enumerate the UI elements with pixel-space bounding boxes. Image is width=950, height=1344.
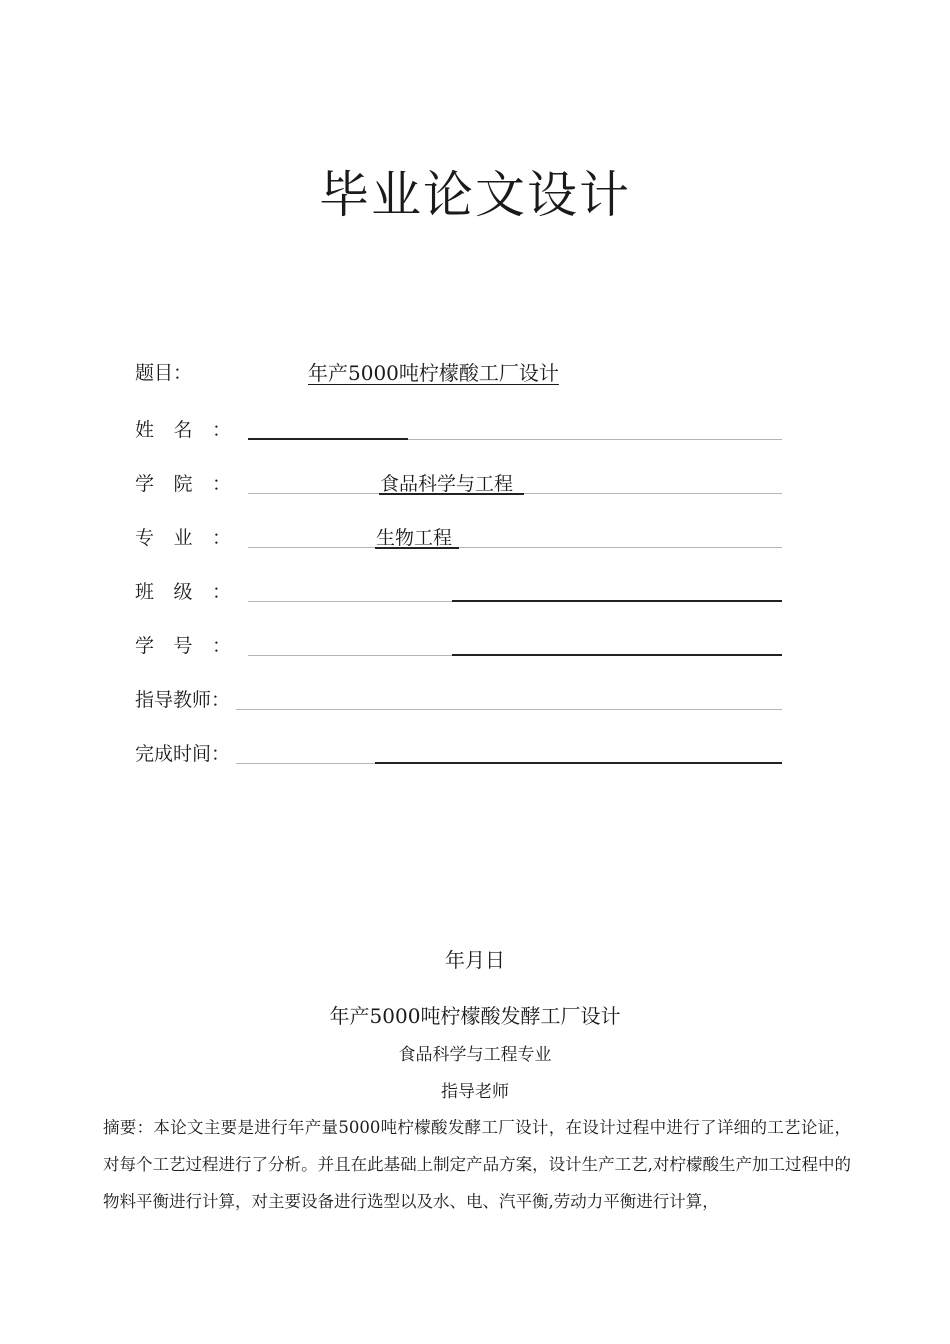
- major-field: [135, 525, 785, 555]
- advisor-line: 指导老师: [441, 1082, 509, 1102]
- major-underline: [248, 547, 782, 548]
- advisor-label: 指导教师：: [135, 689, 231, 711]
- topic-field: [135, 360, 785, 390]
- student-id-label: 学号：: [135, 635, 231, 657]
- student-id-underline-dark: [452, 654, 782, 656]
- class-label: 班级：: [135, 581, 231, 603]
- college-field: [135, 471, 785, 501]
- college-label: 学院：: [135, 473, 231, 495]
- page-title: 毕业论文设计: [319, 166, 631, 224]
- date-line: 年月日: [445, 948, 505, 972]
- class-underline-dark: [452, 600, 782, 602]
- topic-value: 年产5000吨柠檬酸工厂设计: [308, 361, 559, 385]
- completion-time-label: 完成时间：: [135, 743, 231, 765]
- advisor-field: [135, 687, 785, 717]
- topic-label: 题目：: [135, 362, 193, 384]
- completion-time-field: [135, 741, 785, 771]
- major-value: 生物工程: [376, 527, 453, 549]
- name-label: 姓名：: [135, 419, 231, 441]
- name-field: [135, 417, 785, 447]
- subtitle: 年产5000吨柠檬酸发酵工厂设计: [329, 1004, 621, 1028]
- advisor-underline: [236, 709, 782, 710]
- major-line: 食品科学与工程专业: [398, 1045, 552, 1065]
- abstract-paragraph: 摘要：本论文主要是进行年产量5000吨柠檬酸发酵工厂设计，在设计过程中进行了详细的工艺论证，对每个工艺过程进行了分析。并且在此基础上制定产品方案，设计生产工艺,对柠檬酸生产加工过程中的物料平衡进行计算，对主要设备进行选型以及水、电、汽平衡,劳动力平衡进行计算，: [103, 1118, 851, 1211]
- class-field: [135, 579, 785, 609]
- name-underline-dark: [248, 438, 408, 440]
- major-label: 专业：: [135, 527, 231, 549]
- student-id-field: [135, 633, 785, 663]
- completion-time-underline-dark: [375, 762, 782, 764]
- college-value: 食品科学与工程: [380, 473, 514, 495]
